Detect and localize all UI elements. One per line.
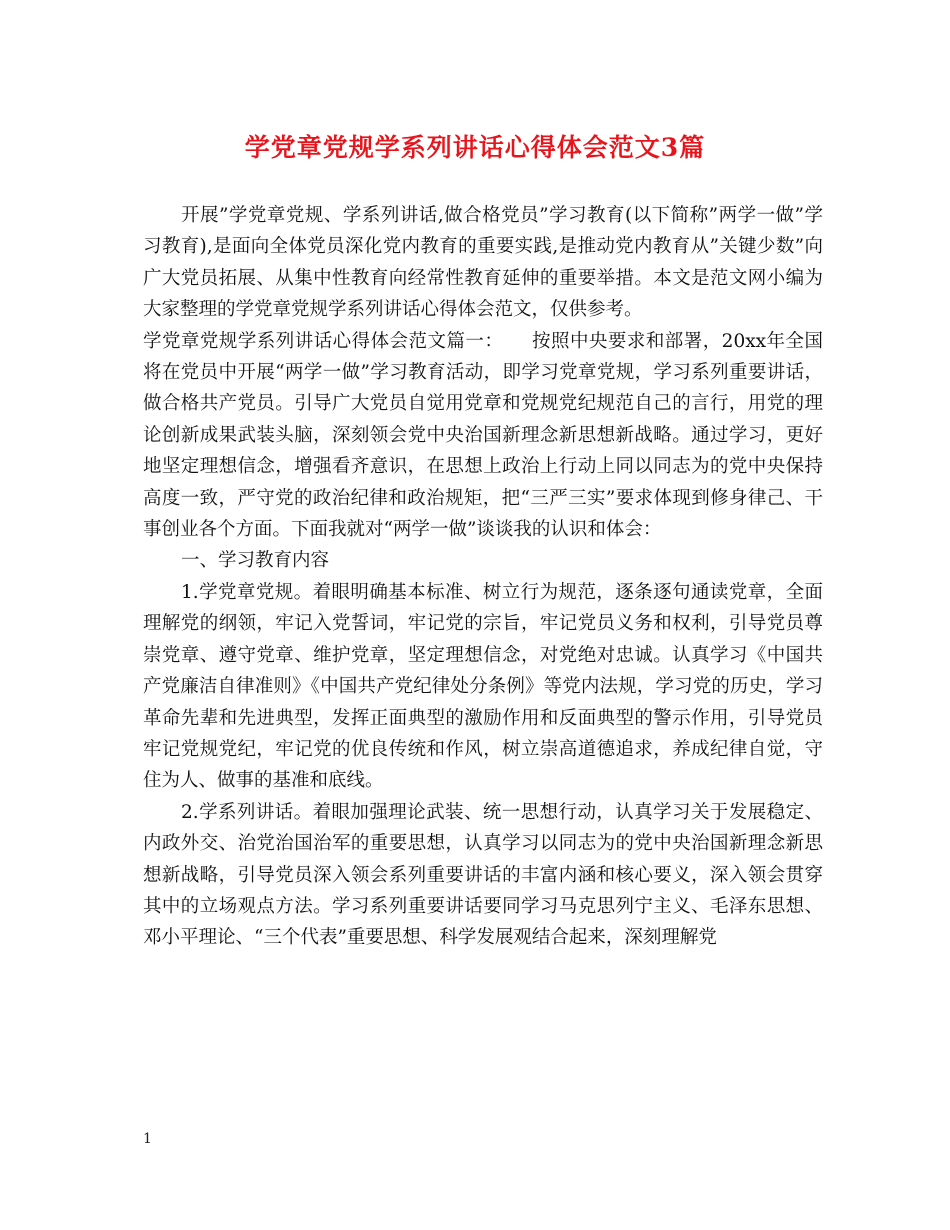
essay-one-paragraph: 学党章党规学系列讲话心得体会范文篇一： 按照中央要求和部署，20xx年全国将在党员中开展“两学一做”学习教育活动，即学习党章党规，学习系列重要讲话，做合格共产党员。引导广大党员自觉用党章和党规党纪规范自己的言行，用党的理论创新成果武装头脑，深刻领会党中央治国新理念新思想新战略。通过学习，更好地坚定理想信念，增强看齐意识，在思想上政治上行动上同以同志为的党中央保持高度一致，严守党的政治纪律和政治规矩，把“三严三实”要求体现到修身律己、干事创业各个方面。下面我就对“两学一做”谈谈我的认识和体会：: [143, 330, 823, 541]
document-body: [143, 200, 823, 954]
intro-paragraph: 开展”学党章党规、学系列讲话,做合格党员”学习教育(以下简称”两学一做”学习教育),是面向全体党员深化党内教育的重要实践,是推动党内教育从”关键少数”向广大党员拓展、从集中性教育向经常性教育延伸的重要举措。本文是范文网小编为大家整理的学党章党规学系列讲话心得体会范文，仅供参考。: [143, 205, 823, 321]
document-title: 学党章党规学系列讲话心得体会范文3篇: [244, 133, 706, 162]
page-number: 1: [143, 1131, 152, 1147]
section-heading: 一、学习教育内容: [181, 550, 330, 572]
study-speeches-paragraph: 2.学系列讲话。着眼加强理论武装、统一思想行动，认真学习关于发展稳定、内政外交、治党治国治军的重要思想，认真学习以同志为的党中央治国新理念新思想新战略，引导党员深入领会系列重要讲话的丰富内涵和核心要义，深入领会贯穿其中的立场观点方法。学习系列重要讲话要同学习马克思列宁主义、毛泽东思想、邓小平理论、“三个代表”重要思想、科学发展观结合起来，深刻理解党: [143, 801, 823, 949]
study-party-rules-paragraph: 1.学党章党规。着眼明确基本标准、树立行为规范，逐条逐句通读党章，全面理解党的纲领，牢记入党誓词，牢记党的宗旨，牢记党员义务和权利，引导党员尊崇党章、遵守党章、维护党章，坚定理想信念，对党绝对忠诚。认真学习《中国共产党廉洁自律准则》《中国共产党纪律处分条例》等党内法规，学习党的历史，学习革命先辈和先进典型，发挥正面典型的激励作用和反面典型的警示作用，引导党员牢记党规党纪，牢记党的优良传统和作风，树立崇高道德追求，养成纪律自觉，守住为人、做事的基准和底线。: [143, 581, 823, 792]
